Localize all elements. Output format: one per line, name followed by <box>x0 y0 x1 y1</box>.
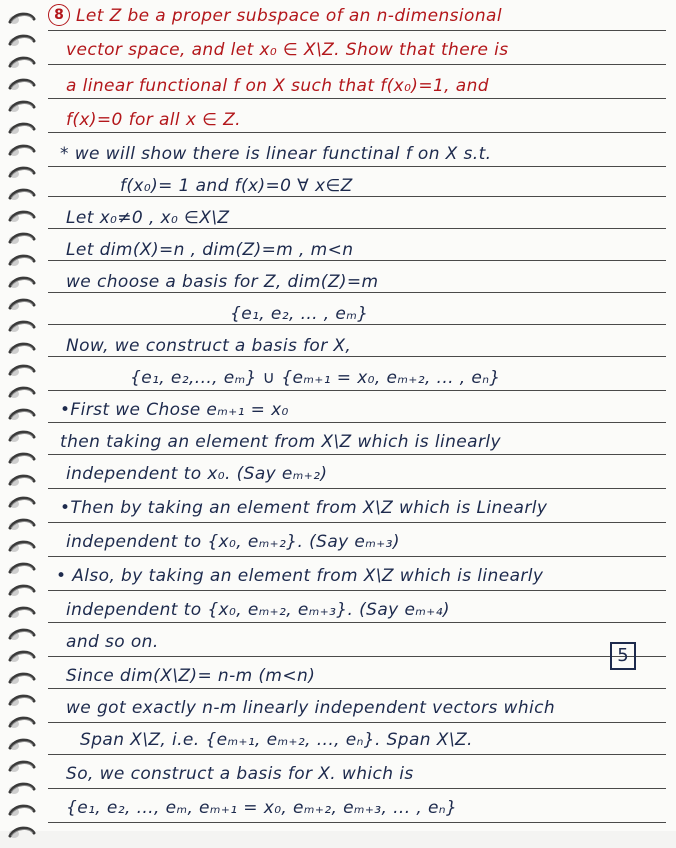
solution-line: independent to {x₀, eₘ₊₂, eₘ₊₃}. (Say eₘ₊₄) <box>66 600 450 620</box>
solution-line: we got exactly n-m linearly independent vectors which <box>66 698 556 718</box>
solution-line: we choose a basis for Z, dim(Z)=m <box>66 272 379 292</box>
spiral-ring <box>6 582 36 602</box>
spiral-ring <box>6 428 36 448</box>
ruled-line <box>48 196 666 197</box>
ruled-line <box>48 166 666 167</box>
spiral-ring <box>6 252 36 272</box>
solution-line: Now, we construct a basis for X, <box>66 336 352 356</box>
ruled-line <box>48 754 666 755</box>
solution-line: Span X\Z, i.e. {eₘ₊₁, eₘ₊₂, ..., eₙ}. Span X\Z. <box>80 730 473 750</box>
question-line: Let Z be a proper subspace of an n-dimensional <box>76 6 502 26</box>
ruled-line <box>48 324 666 325</box>
ruled-line <box>48 64 666 65</box>
spiral-ring <box>6 296 36 316</box>
ruled-line <box>48 622 666 623</box>
spiral-ring <box>6 362 36 382</box>
ruled-line <box>48 390 666 391</box>
spiral-ring <box>6 670 36 690</box>
page-number-box: 5 <box>610 642 636 670</box>
spiral-ring <box>6 450 36 470</box>
spiral-ring <box>6 736 36 756</box>
question-number-badge: 8 <box>48 4 70 26</box>
spiral-ring <box>6 714 36 734</box>
spiral-ring <box>6 230 36 250</box>
spiral-ring <box>6 32 36 52</box>
solution-line: • Also, by taking an element from X\Z which is linearly <box>56 566 544 586</box>
spiral-ring <box>6 164 36 184</box>
spiral-ring <box>6 626 36 646</box>
ruled-line <box>48 590 666 591</box>
solution-line: Since dim(X\Z)= n-m (m<n) <box>66 666 316 686</box>
spiral-binding <box>0 0 46 831</box>
spiral-ring <box>6 692 36 712</box>
spiral-ring <box>6 340 36 360</box>
ruled-line <box>48 228 666 229</box>
spiral-ring <box>6 76 36 96</box>
solution-line: f(x₀)= 1 and f(x)=0 ∀ x∈Z <box>120 176 353 196</box>
spiral-ring <box>6 384 36 404</box>
spiral-ring <box>6 142 36 162</box>
ruled-line <box>48 788 666 789</box>
spiral-ring <box>6 604 36 624</box>
ruled-line <box>48 488 666 489</box>
spiral-ring <box>6 494 36 514</box>
spiral-ring <box>6 648 36 668</box>
solution-line: independent to x₀. (Say eₘ₊₂) <box>66 464 328 484</box>
solution-line: Let dim(X)=n , dim(Z)=m , m<n <box>66 240 354 260</box>
spiral-ring <box>6 208 36 228</box>
spiral-ring <box>6 274 36 294</box>
solution-line: Let x₀≠0 , x₀ ∈X\Z <box>66 208 230 228</box>
spiral-ring <box>6 10 36 30</box>
ruled-line <box>48 656 666 657</box>
spiral-ring <box>6 406 36 426</box>
spiral-ring <box>6 780 36 800</box>
solution-line: •First we Chose eₘ₊₁ = x₀ <box>60 400 289 420</box>
spiral-ring <box>6 120 36 140</box>
ruled-line <box>48 722 666 723</box>
ruled-line <box>48 422 666 423</box>
spiral-ring <box>6 98 36 118</box>
ruled-line <box>48 822 666 823</box>
solution-line: {e₁, e₂, ... , eₘ} <box>230 304 369 324</box>
solution-line: then taking an element from X\Z which is linearly <box>60 432 501 452</box>
solution-line: {e₁, e₂,..., eₘ} ∪ {eₘ₊₁ = x₀, eₘ₊₂, ... , eₙ} <box>130 368 501 388</box>
ruled-line <box>48 522 666 523</box>
spiral-ring <box>6 186 36 206</box>
spiral-ring <box>6 802 36 822</box>
spiral-ring <box>6 472 36 492</box>
spiral-ring <box>6 824 36 844</box>
solution-line: •Then by taking an element from X\Z which is Linearly <box>60 498 548 518</box>
question-line: f(x)=0 for all x ∈ Z. <box>66 110 241 130</box>
solution-line: and so on. <box>66 632 159 652</box>
spiral-ring <box>6 758 36 778</box>
solution-line: independent to {x₀, eₘ₊₂}. (Say eₘ₊₃) <box>66 532 400 552</box>
ruled-line <box>48 454 666 455</box>
ruled-line <box>48 98 666 99</box>
spiral-ring <box>6 516 36 536</box>
ruled-line <box>48 260 666 261</box>
ruled-line <box>48 556 666 557</box>
spiral-ring <box>6 538 36 558</box>
ruled-line <box>48 688 666 689</box>
ruled-line <box>48 132 666 133</box>
ruled-line <box>48 356 666 357</box>
solution-line: So, we construct a basis for X. which is <box>66 764 414 784</box>
question-line: vector space, and let x₀ ∈ X\Z. Show that there is <box>66 40 509 60</box>
ruled-line <box>48 292 666 293</box>
ruled-line <box>48 30 666 31</box>
solution-line: * we will show there is linear functinal f on X s.t. <box>60 144 492 164</box>
spiral-ring <box>6 318 36 338</box>
spiral-ring <box>6 560 36 580</box>
solution-line: {e₁, e₂, ..., eₘ, eₘ₊₁ = x₀, eₘ₊₂, eₘ₊₃, ... , eₙ} <box>66 798 458 818</box>
spiral-ring <box>6 54 36 74</box>
question-line: a linear functional f on X such that f(x₀)=1, and <box>66 76 489 96</box>
